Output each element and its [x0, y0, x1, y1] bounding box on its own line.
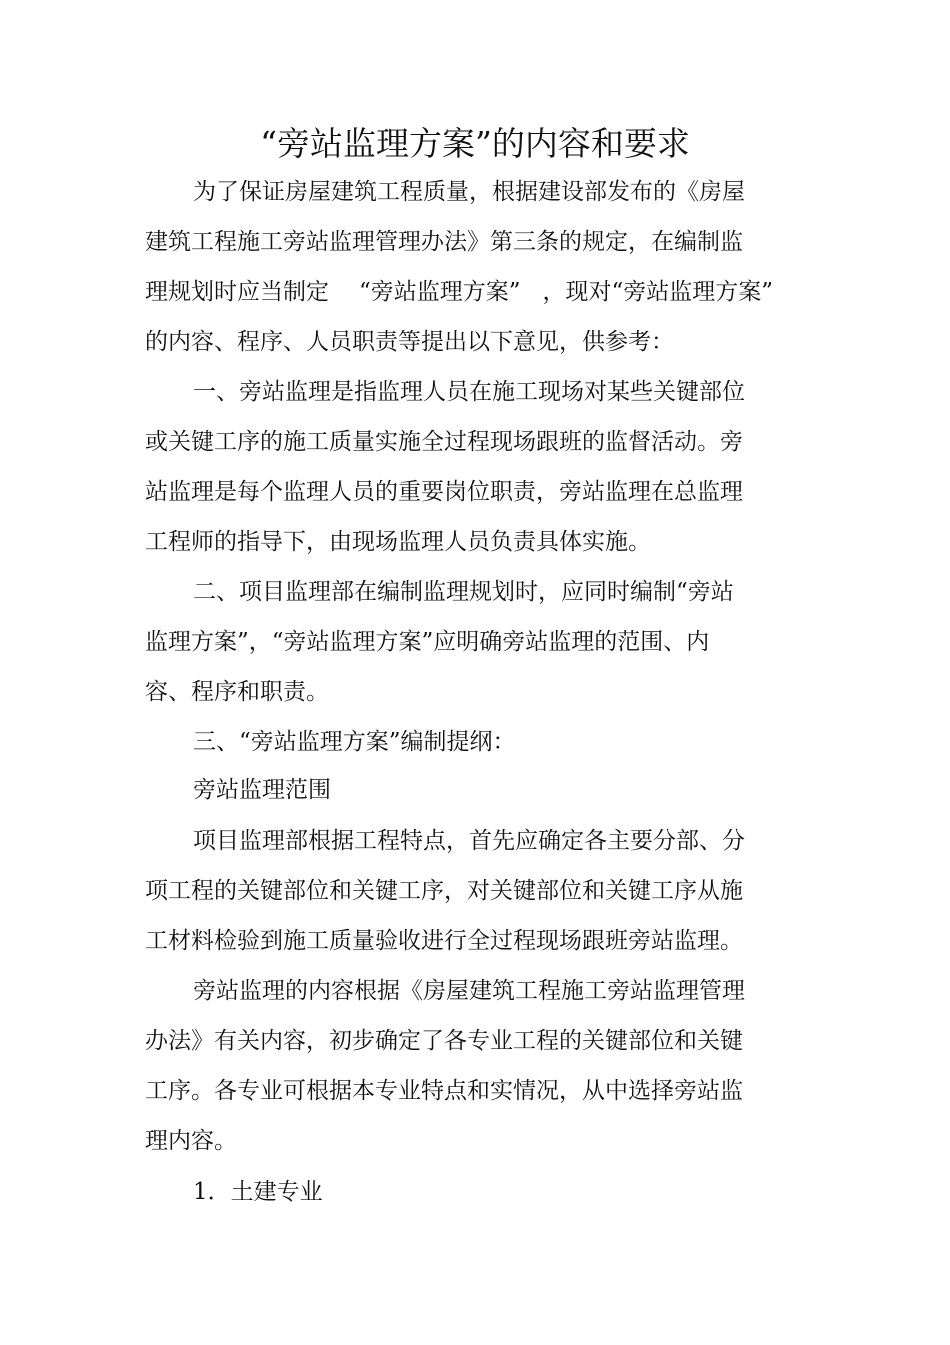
subsection-heading: 旁站监理范围	[193, 777, 331, 803]
paragraph-line: 工程师的指导下，由现场监理人员负责具体实施。	[145, 529, 651, 555]
paragraph-line-part: 理规划时应当制定	[145, 279, 329, 305]
paragraph-line: 理内容。	[145, 1128, 237, 1154]
section-heading: 三、“旁站监理方案”编制提纲：	[193, 729, 516, 755]
numbered-heading: 1．土建专业	[193, 1179, 323, 1205]
paragraph-line: 监理方案”，“旁站监理方案”应明确旁站监理的范围、内	[145, 629, 710, 655]
paragraph-line: 项工程的关键部位和关键工序，对关键部位和关键工序从施	[145, 878, 743, 904]
paragraph-line: 项目监理部根据工程特点，首先应确定各主要分部、分	[193, 828, 745, 854]
paragraph-line: 站监理是每个监理人员的重要岗位职责，旁站监理在总监理	[145, 479, 743, 505]
document-title: “旁站监理方案”的内容和要求	[260, 124, 690, 163]
paragraph-line: 工材料检验到施工质量验收进行全过程现场跟班旁站监理。	[145, 928, 743, 954]
paragraph-line: 办法》有关内容，初步确定了各专业工程的关键部位和关键	[145, 1028, 743, 1054]
paragraph-line: 的内容、程序、人员职责等提出以下意见，供参考：	[145, 329, 674, 355]
paragraph-line: 建筑工程施工旁站监理管理办法》第三条的规定，在编制监	[145, 229, 743, 255]
paragraph-line: 旁站监理的内容根据《房屋建筑工程施工旁站监理管理	[193, 978, 745, 1004]
paragraph-line-part: ，现对“旁站监理方案”	[542, 279, 774, 305]
paragraph-line: 容、程序和职责。	[145, 679, 329, 705]
paragraph-line-part: “旁站监理方案”	[359, 279, 521, 305]
paragraph-line: 为了保证房屋建筑工程质量，根据建设部发布的《房屋	[193, 179, 745, 205]
paragraph-line: 二、项目监理部在编制监理规划时，应同时编制“旁站	[193, 579, 734, 605]
paragraph-line: 或关键工序的施工质量实施全过程现场跟班的监督活动。旁	[145, 429, 743, 455]
paragraph-line: 工序。各专业可根据本专业特点和实情况，从中选择旁站监	[145, 1078, 743, 1104]
paragraph-line: 一、旁站监理是指监理人员在施工现场对某些关键部位	[193, 379, 745, 405]
paragraph-line	[145, 277, 773, 307]
